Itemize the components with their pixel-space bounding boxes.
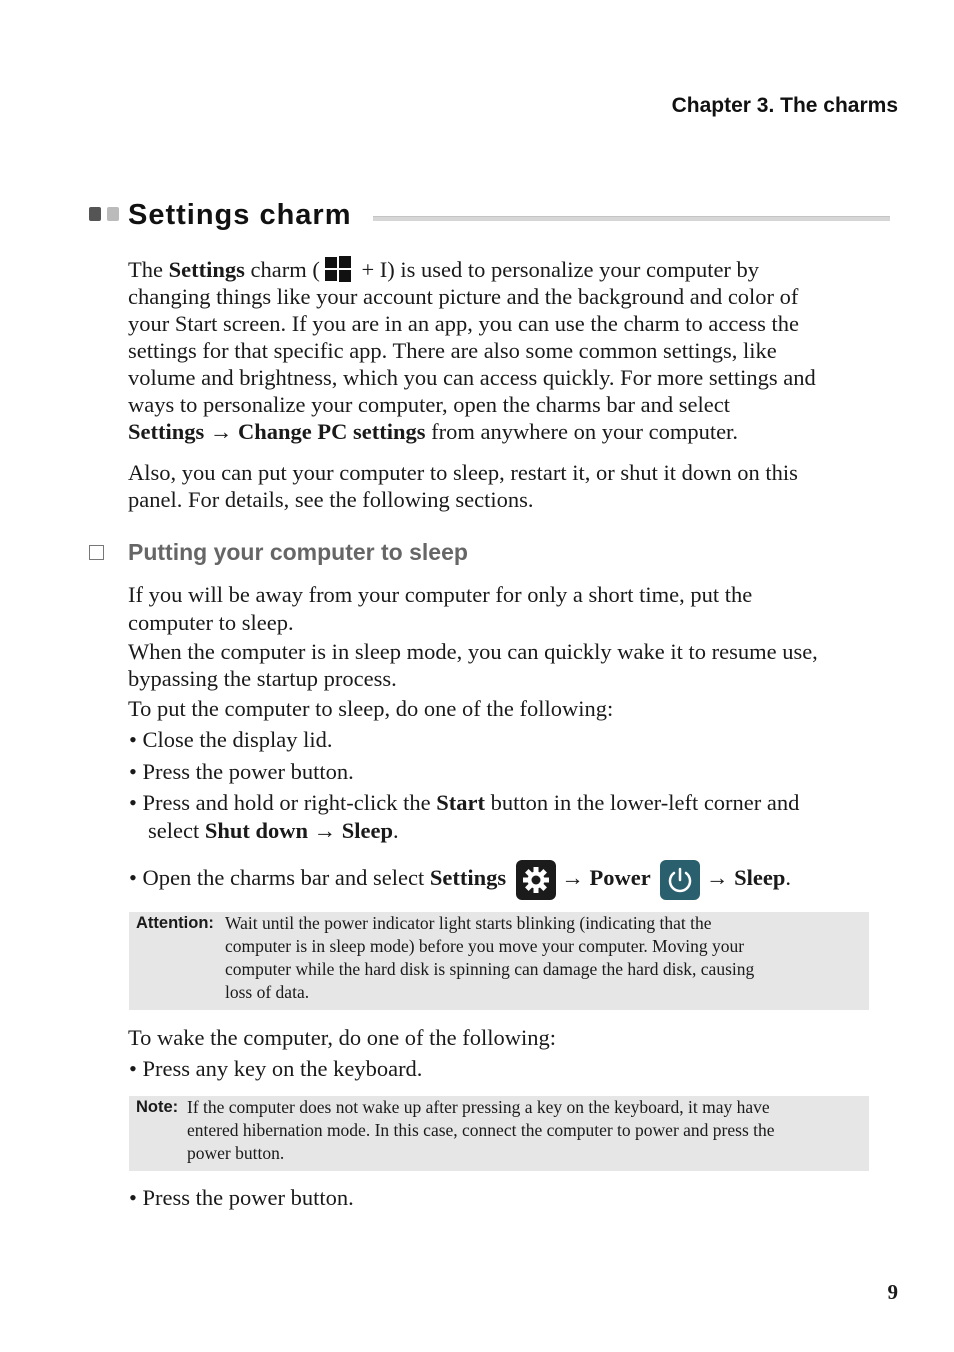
power-icon [660,860,700,900]
intro-line-5: volume and brightness, which you can access quickly. For more settings and [128,365,816,390]
intro-paragraph-2 [128,459,898,513]
section-marker-icon [107,207,119,221]
page-number: 9 [887,1280,898,1304]
sleep-line-5: To put the computer to sleep, do one of the following: [128,696,614,721]
attention-line-3: computer while the hard disk is spinning can damage the hard disk, causing [225,959,755,979]
attention-box [129,912,869,1010]
sleep-line-1: If you will be away from your computer for only a short time, put the [128,582,753,607]
sleep-line-3: When the computer is in sleep mode, you can quickly wake it to resume use, [128,639,818,664]
note-line-1: If the computer does not wake up after pressing a key on the keyboard, it may have [187,1097,770,1117]
intro-paragraph [128,256,898,445]
intro-line-2: changing things like your account picture and the background and color of [128,284,799,309]
sleep-bullet-3-cont: select Shut down → Sleep. [148,818,399,843]
wake-bullet-1: • Press any key on the keyboard. [129,1056,423,1081]
sleep-bullet-2: • Press the power button. [129,759,354,784]
attention-line-4: loss of data. [225,982,310,1002]
section-marker-icon [89,207,101,221]
sleep-line-2: computer to sleep. [128,610,294,635]
wake-bullet-2: • Press the power button. [129,1185,354,1210]
subsection-title: Putting your computer to sleep [128,539,468,565]
note-line-2: entered hibernation mode. In this case, connect the computer to power and press the [187,1120,775,1140]
intro-line-1: The Settings charm ( + I) is used to personalize your computer by [128,257,760,282]
sleep-bullet-4: • Open the charms bar and select Settings → Power → Sleep. [129,858,791,900]
section-rule [373,216,890,221]
note-label: Note: [136,1098,179,1116]
intro2-line-2: panel. For details, see the following sections. [128,487,534,512]
intro-line-3: your Start screen. If you are in an app, you can use the charm to access the [128,311,799,336]
attention-line-1: Wait until the power indicator light starts blinking (indicating that the [225,913,712,933]
note-text [187,1096,775,1165]
intro-line-7: Settings → Change PC settings from anywhere on your computer. [128,419,738,444]
intro2-line-1: Also, you can put your computer to sleep, restart it, or shut it down on this [128,460,798,485]
wake-intro: To wake the computer, do one of the following: [128,1025,557,1050]
subsection-bullet-icon [89,545,104,560]
section-title: Settings charm [128,199,352,231]
note-line-3: power button. [187,1143,285,1163]
windows-logo-icon [324,256,352,282]
intro-line-4: settings for that specific app. There are also some common settings, like [128,338,777,363]
sleep-bullet-3: • Press and hold or right-click the Start button in the lower-left corner and [129,790,800,815]
intro-line-6: ways to personalize your computer, open the charms bar and select [128,392,731,417]
attention-text [225,912,754,1004]
attention-line-2: computer is in sleep mode) before you move your computer. Moving your [225,936,745,956]
gear-icon [516,860,556,900]
note-box [129,1096,869,1171]
chapter-header: Chapter 3. The charms [671,94,898,117]
sleep-line-4: bypassing the startup process. [128,666,397,691]
attention-label: Attention: [136,914,214,932]
sleep-bullet-1: • Close the display lid. [129,727,333,752]
